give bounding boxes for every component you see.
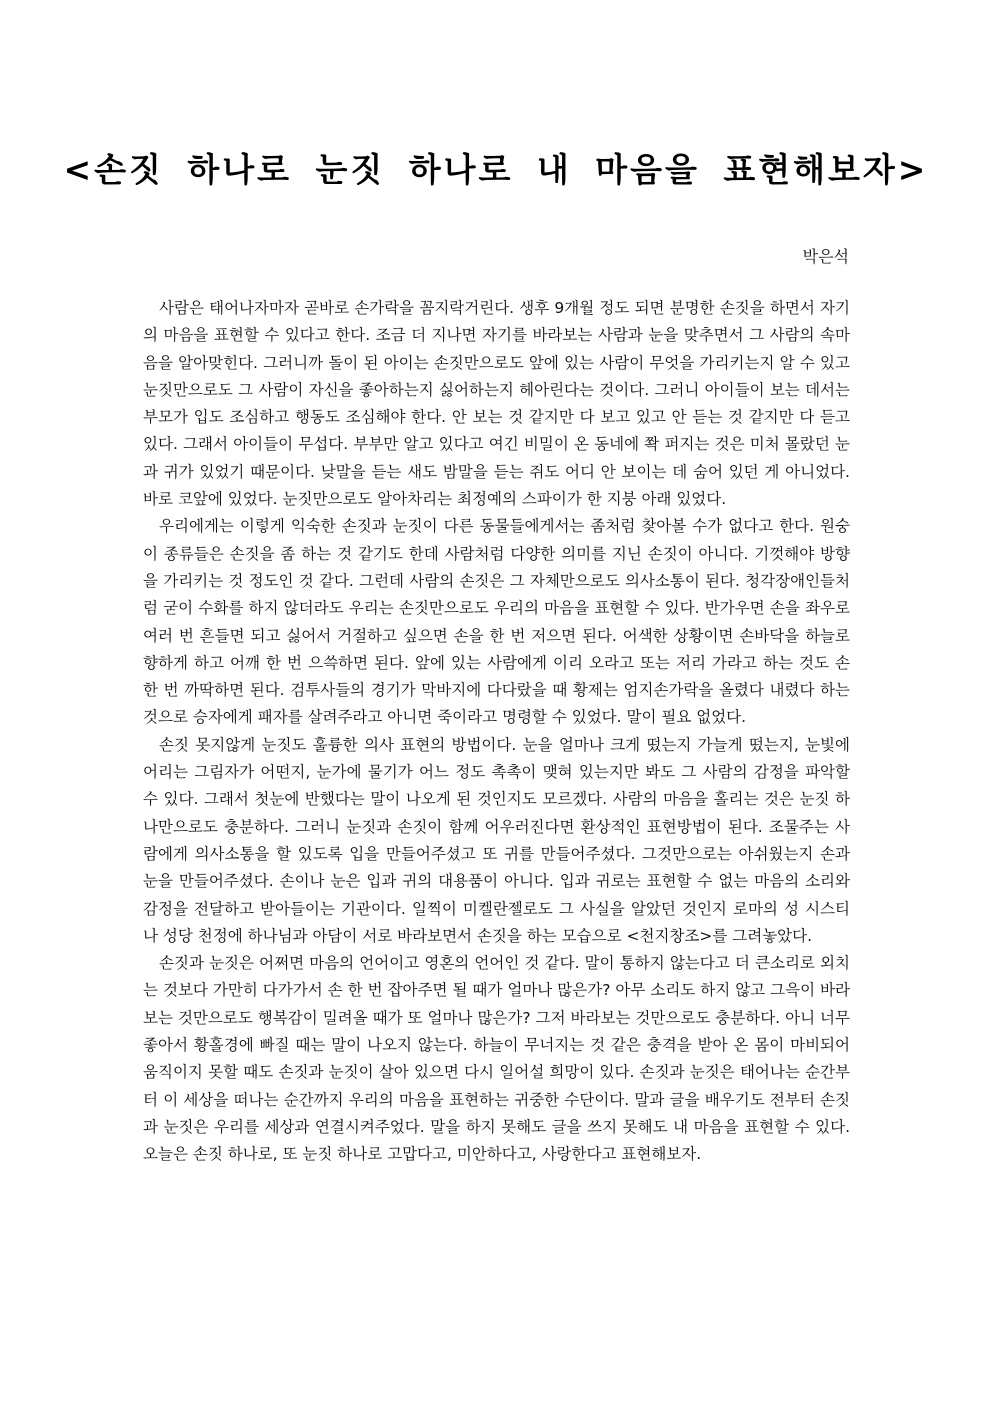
- author-name: 박은석: [802, 247, 849, 266]
- paragraph: 사람은 태어나자마자 곧바로 손가락을 꼼지락거린다. 생후 9개월 정도 되면 분명한 손짓을 하면서 자기의 마음을 표현할 수 있다고 한다. 조금 더 지나면 자기를 바라보는 사람과 눈을 맞추면서 그 사람의 속마음을 알아맞힌다. 그러니까 돌이 된 아이는 손짓만으로도 앞에 있는 사람이 무엇을 가리키는지 알 수 있고 눈짓만으로도 그 사람이 자신을 좋아하는지 싫어하는지 헤아린다는 것이다. 그러니 아이들이 보는 데서는 부모가 입도 조심하고 행동도 조심해야 한다. 안 보는 것 같지만 다 보고 있고 안 듣는 것 같지만 다 듣고 있다. 그래서 아이들이 무섭다. 부부만 알고 있다고 여긴 비밀이 온 동네에 쫙 퍼지는 것은 미처 몰랐던 눈과 귀가 있었기 때문이다. 낮말을 듣는 새도 밤말을 듣는 쥐도 어디 안 보이는 데 숨어 있던 게 아니었다. 바로 코앞에 있었다. 눈짓만으로도 알아차리는 최정예의 스파이가 한 지붕 아래 있었다.: [143, 299, 850, 509]
- paragraph: 손짓 못지않게 눈짓도 훌륭한 의사 표현의 방법이다. 눈을 얼마나 크게 떴는지 가늘게 떴는지, 눈빛에 어리는 그림자가 어떤지, 눈가에 물기가 어느 정도 촉촉이 맺혀 있는지만 봐도 그 사람의 감정을 파악할 수 있다. 그래서 첫눈에 반했다는 말이 나오게 된 것인지도 모르겠다. 사람의 마음을 홀리는 것은 눈짓 하나만으로도 충분하다. 그러니 눈짓과 손짓이 함께 어우러진다면 환상적인 표현방법이 된다. 조물주는 사람에게 의사소통을 할 있도록 입을 만들어주셨고 또 귀를 만들어주셨다. 그것만으로는 아쉬웠는지 손과 눈을 만들어주셨다. 손이나 눈은 입과 귀의 대용품이 아니다. 입과 귀로는 표현할 수 없는 마음의 소리와 감정을 전달하고 받아들이는 기관이다. 일찍이 미켈란젤로도 그 사실을 알았던 것인지 로마의 성 시스티나 성당 천정에 하나님과 아담이 서로 바라보면서 손짓을 하는 모습으로 <천지창조>를 그려놓았다.: [143, 735, 850, 945]
- document-body: [143, 295, 850, 1169]
- paragraph: 우리에게는 이렇게 익숙한 손짓과 눈짓이 다른 동물들에게서는 좀처럼 찾아볼 수가 없다고 한다. 원숭이 종류들은 손짓을 좀 하는 것 같기도 한데 사람처럼 다양한 의미를 지닌 손짓이 아니다. 기껏해야 방향을 가리키는 것 정도인 것 같다. 그런데 사람의 손짓은 그 자체만으로도 의사소통이 된다. 청각장애인들처럼 굳이 수화를 하지 않더라도 우리는 손짓만으로도 우리의 마음을 표현할 수 있다. 반가우면 손을 좌우로 여러 번 흔들면 되고 싫어서 거절하고 싶으면 손을 한 번 저으면 된다. 어색한 상황이면 손바닥을 하늘로 향하게 하고 어깨 한 번 으쓱하면 된다. 앞에 있는 사람에게 이리 오라고 또는 저리 가라고 하는 것도 손 한 번 까딱하면 된다. 검투사들의 경기가 막바지에 다다랐을 때 황제는 엄지손가락을 올렸다 내렸다 하는 것으로 승자에게 패자를 살려주라고 아니면 죽이라고 명령할 수 있었다. 말이 필요 없었다.: [143, 517, 850, 727]
- document-title: <손짓 하나로 눈짓 하나로 내 마음을 표현해보자>: [63, 150, 929, 189]
- paragraph: 손짓과 눈짓은 어쩌면 마음의 언어이고 영혼의 언어인 것 같다. 말이 통하지 않는다고 더 큰소리로 외치는 것보다 가만히 다가가서 손 한 번 잡아주면 될 때가 얼마나 많은가? 아무 소리도 하지 않고 그윽이 바라보는 것만으로도 행복감이 밀려올 때가 또 얼마나 많은가? 그저 바라보는 것만으로도 충분하다. 아니 너무 좋아서 황홀경에 빠질 때는 말이 나오지 않는다. 하늘이 무너지는 것 같은 충격을 받아 온 몸이 마비되어 움직이지 못할 때도 손짓과 눈짓이 살아 있으면 다시 일어설 희망이 있다. 손짓과 눈짓은 태어나는 순간부터 이 세상을 떠나는 순간까지 우리의 마음을 표현하는 귀중한 수단이다. 말과 글을 배우기도 전부터 손짓과 눈짓은 우리를 세상과 연결시켜주었다. 말을 하지 못해도 글을 쓰지 못해도 내 마음을 표현할 수 있다. 오늘은 손짓 하나로, 또 눈짓 하나로 고맙다고, 미안하다고, 사랑한다고 표현해보자.: [143, 954, 850, 1164]
